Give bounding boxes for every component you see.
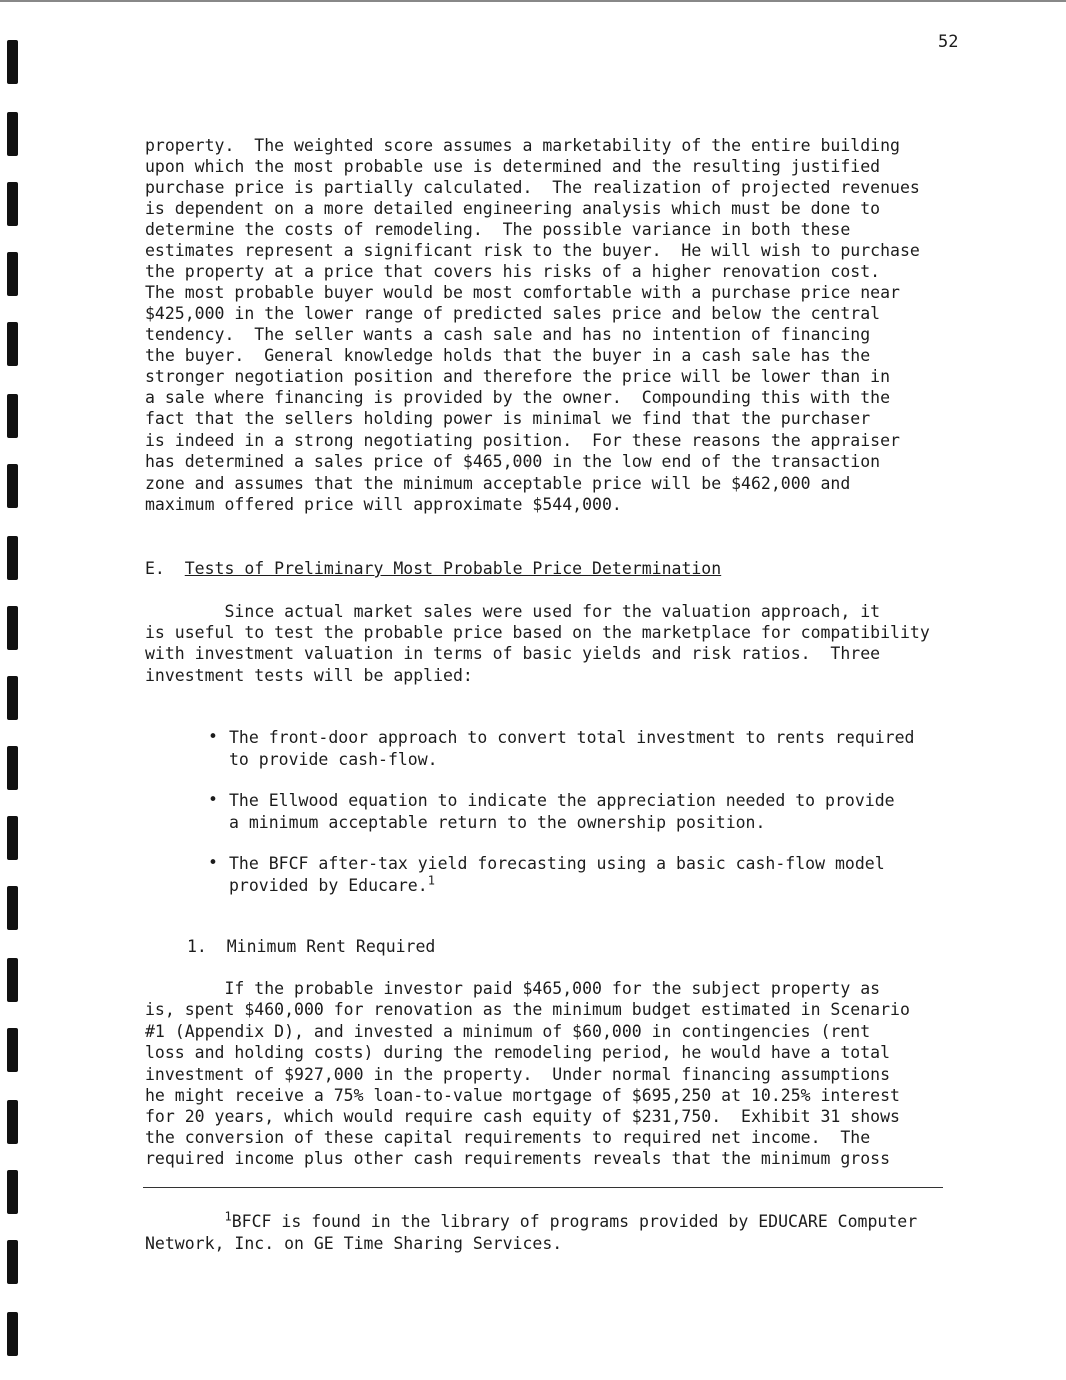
text-line: purchase price is partially calculated. The realization of projected revenues <box>145 178 920 197</box>
subsection-number: 1. <box>187 937 207 956</box>
bullet-line: a minimum acceptable return to the ownership position. <box>229 813 766 832</box>
text-line: is dependent on a more detailed engineering analysis which must be done to <box>145 199 881 218</box>
bullet-marker: • <box>208 727 218 746</box>
binding-mark <box>7 182 18 226</box>
subsection-heading <box>187 937 435 956</box>
text-line: he might receive a 75% loan-to-value mortgage of $695,250 at 10.25% interest <box>145 1086 900 1105</box>
binding-mark <box>7 464 18 508</box>
binding-mark <box>7 816 18 860</box>
footnote-divider <box>143 1187 943 1188</box>
binding-mark <box>7 886 18 930</box>
text-line: for 20 years, which would require cash equity of $231,750. Exhibit 31 shows <box>145 1107 900 1126</box>
bullet-line: The front-door approach to convert total investment to rents required <box>229 728 915 747</box>
bullet-line: The BFCF after-tax yield forecasting using a basic cash-flow model <box>229 854 885 873</box>
text-line: required income plus other cash requirements reveals that the minimum gross <box>145 1149 891 1168</box>
binding-mark <box>7 606 18 650</box>
footnote-line: Network, Inc. on GE Time Sharing Services. <box>145 1234 563 1253</box>
text-line: #1 (Appendix D), and invested a minimum of $60,000 in contingencies (rent <box>145 1022 871 1041</box>
text-line: the buyer. General knowledge holds that the buyer in a cash sale has the <box>145 346 871 365</box>
binding-hole-marks <box>0 0 30 1380</box>
text-line: zone and assumes that the minimum acceptable price will be $462,000 and <box>145 474 851 493</box>
text-line: The most probable buyer would be most comfortable with a purchase price near <box>145 283 900 302</box>
bullet-line: The Ellwood equation to indicate the appreciation needed to provide <box>229 791 895 810</box>
binding-mark <box>7 1100 18 1144</box>
text-line: stronger negotiation position and therefore the price will be lower than in <box>145 367 891 386</box>
page-number: 52 <box>938 32 959 52</box>
binding-mark <box>7 676 18 720</box>
binding-mark <box>7 536 18 580</box>
binding-mark <box>7 1170 18 1214</box>
text-line: fact that the sellers holding power is minimal we find that the purchaser <box>145 409 871 428</box>
bullet-line <box>229 875 435 897</box>
bullet-line: to provide cash-flow. <box>229 750 438 769</box>
section-letter: E. <box>145 559 165 578</box>
footnote-line <box>145 1211 917 1233</box>
text-line: $425,000 in the lower range of predicted sales price and below the central <box>145 304 881 323</box>
text-line: determine the costs of remodeling. The possible variance in both these <box>145 220 851 239</box>
text-line: is indeed in a strong negotiating position. For these reasons the appraiser <box>145 431 900 450</box>
bullet-marker: • <box>208 790 218 809</box>
text-line: estimates represent a significant risk to the buyer. He will wish to purchase <box>145 241 920 260</box>
binding-mark <box>7 958 18 1002</box>
text-line: property. The weighted score assumes a marketability of the entire building <box>145 136 900 155</box>
text-line: If the probable investor paid $465,000 for the subject property as <box>145 979 881 998</box>
binding-mark <box>7 252 18 296</box>
text-line: is useful to test the probable price based on the marketplace for compatibility <box>145 623 930 642</box>
footnote-text: BFCF is found in the library of programs provided by EDUCARE Computer <box>231 1212 918 1231</box>
binding-mark <box>7 322 18 366</box>
subsection-title: Minimum Rent Required <box>226 937 436 956</box>
footnote-marker: 1 <box>224 1209 232 1224</box>
text-line: with investment valuation in terms of basic yields and risk ratios. Three <box>145 644 881 663</box>
section-title: Tests of Preliminary Most Probable Price Determination <box>184 559 722 578</box>
footnote-reference: 1 <box>427 873 435 888</box>
text-line: loss and holding costs) during the remodeling period, he would have a total <box>145 1043 891 1062</box>
bullet-line-text: provided by Educare. <box>229 876 428 895</box>
text-line: the property at a price that covers his risks of a higher renovation cost. <box>145 262 881 281</box>
binding-mark <box>7 1028 18 1072</box>
binding-mark <box>7 394 18 438</box>
text-line: maximum offered price will approximate $544,000. <box>145 495 622 514</box>
text-line: tendency. The seller wants a cash sale and has no intention of financing <box>145 325 871 344</box>
text-line: upon which the most probable use is determined and the resulting justified <box>145 157 881 176</box>
text-line: a sale where financing is provided by the owner. Compounding this with the <box>145 388 891 407</box>
text-line: Since actual market sales were used for the valuation approach, it <box>145 602 881 621</box>
text-line: investment tests will be applied: <box>145 666 473 685</box>
binding-mark <box>7 1240 18 1284</box>
binding-mark <box>7 40 18 84</box>
bullet-marker: • <box>208 853 218 872</box>
text-line: is, spent $460,000 for renovation as the minimum budget estimated in Scenario <box>145 1000 910 1019</box>
section-heading <box>145 559 721 578</box>
binding-mark <box>7 746 18 790</box>
text-line: the conversion of these capital requirements to required net income. The <box>145 1128 871 1147</box>
binding-mark <box>7 1312 18 1356</box>
text-line: investment of $927,000 in the property. Under normal financing assumptions <box>145 1065 891 1084</box>
text-line: has determined a sales price of $465,000 in the low end of the transaction <box>145 452 881 471</box>
binding-mark <box>7 112 18 156</box>
page-top-edge <box>0 0 1066 2</box>
